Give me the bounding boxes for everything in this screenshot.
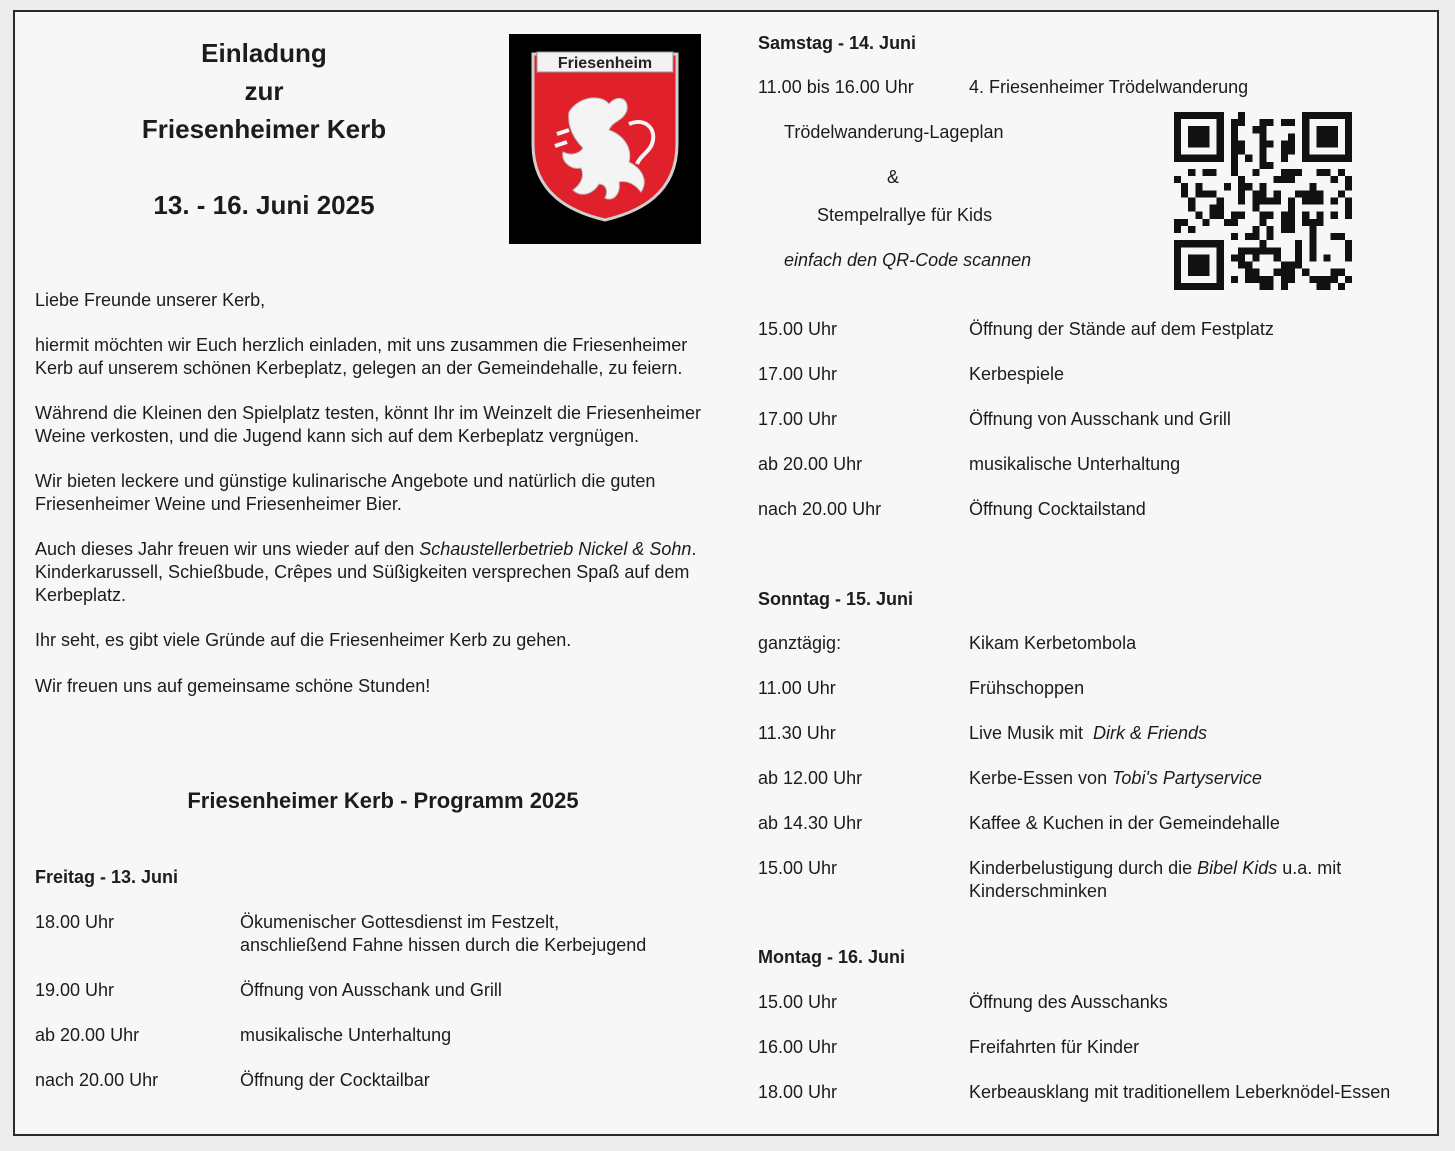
band-name: Dirk & Friends bbox=[1093, 723, 1208, 743]
exhibitor-name: Schaustellerbetrieb Nickel & Sohn bbox=[419, 539, 692, 559]
letter-paragraph bbox=[35, 334, 687, 380]
day-heading-sunday: Sonntag - 15. Juni bbox=[758, 589, 914, 609]
schedule-event bbox=[240, 911, 646, 957]
schedule-event: Kerbespiele bbox=[969, 364, 1065, 384]
qr-code[interactable] bbox=[1174, 111, 1352, 291]
paragraph-line: Kerb auf unserem schönen Kerbeplatz, gelegen an der Gemeindehalle, zu feiern. bbox=[35, 358, 683, 378]
group-name: Bibel Kids bbox=[1197, 858, 1278, 878]
paragraph-line bbox=[35, 538, 696, 561]
paragraph-line: Während die Kleinen den Spielplatz testen, könnt Ihr im Weinzelt die Friesenheimer bbox=[35, 403, 702, 423]
text-span: Kerbe-Essen von bbox=[969, 768, 1113, 788]
paragraph-line: hiermit möchten wir Euch herzlich einladen, mit uns zusammen die Friesenheimer bbox=[35, 335, 688, 355]
schedule-time: ganztägig: bbox=[758, 633, 842, 653]
schedule-event: Kikam Kerbetombola bbox=[969, 633, 1137, 653]
day-heading-monday: Montag - 16. Juni bbox=[758, 947, 906, 967]
qr-caption-hint: einfach den QR-Code scannen bbox=[784, 250, 1032, 270]
qr-caption-line: Stempelrallye für Kids bbox=[817, 205, 993, 225]
caterer-name: Tobi's Partyservice bbox=[1112, 768, 1262, 788]
qr-caption-amp: & bbox=[887, 167, 900, 187]
schedule-time: 16.00 Uhr bbox=[758, 1037, 838, 1057]
schedule-event: Öffnung Cocktailstand bbox=[969, 499, 1146, 519]
day-heading-saturday: Samstag - 14. Juni bbox=[758, 33, 917, 53]
schedule-event bbox=[969, 722, 1207, 745]
title-line: zur bbox=[244, 76, 284, 106]
qr-code-icon[interactable] bbox=[1174, 111, 1352, 291]
schedule-time: ab 20.00 Uhr bbox=[35, 1025, 140, 1045]
schedule-time: 11.00 bis 16.00 Uhr bbox=[758, 77, 914, 97]
event-line: anschließend Fahne hissen durch die Kerbejugend bbox=[240, 935, 647, 955]
schedule-time: ab 12.00 Uhr bbox=[758, 768, 863, 788]
schedule-event: Öffnung von Ausschank und Grill bbox=[240, 980, 502, 1000]
qr-caption-line: Trödelwanderung-Lageplan bbox=[784, 122, 1004, 142]
schedule-event bbox=[969, 857, 1341, 903]
schedule-event: 4. Friesenheimer Trödelwanderung bbox=[969, 77, 1249, 97]
coat-of-arms-icon bbox=[509, 34, 701, 244]
program-title: Friesenheimer Kerb - Programm 2025 bbox=[187, 788, 579, 813]
schedule-event: Kaffee & Kuchen in der Gemeindehalle bbox=[969, 813, 1280, 833]
schedule-time: 15.00 Uhr bbox=[758, 992, 838, 1012]
text-span: u.a. mit bbox=[1277, 858, 1342, 878]
schedule-time: ab 20.00 Uhr bbox=[758, 454, 863, 474]
logo-banner-text: Friesenheim bbox=[557, 55, 653, 72]
event-line: Ökumenischer Gottesdienst im Festzelt, bbox=[240, 912, 560, 932]
schedule-time: ab 14.30 Uhr bbox=[758, 813, 863, 833]
paragraph-line: Friesenheimer Weine und Friesenheimer Bier. bbox=[35, 494, 402, 514]
paragraph-line: Wir bieten leckere und günstige kulinarische Angebote und natürlich die guten bbox=[35, 471, 656, 491]
schedule-event: Öffnung der Cocktailbar bbox=[240, 1070, 430, 1090]
schedule-event: Kerbeausklang mit traditionellem Leberknödel-Essen bbox=[969, 1082, 1391, 1102]
text-span: Kinderbelustigung durch die bbox=[969, 858, 1198, 878]
letter-paragraph: Wir freuen uns auf gemeinsame schöne Stunden! bbox=[35, 676, 431, 696]
invitation-card bbox=[13, 10, 1439, 1136]
schedule-time: 15.00 Uhr bbox=[758, 858, 838, 878]
paragraph-line: Weine verkosten, und die Jugend kann sich auf dem Kerbeplatz vergnügen. bbox=[35, 426, 640, 446]
schedule-time: 15.00 Uhr bbox=[758, 319, 838, 339]
schedule-time: 11.00 Uhr bbox=[758, 678, 836, 698]
title-line: Friesenheimer Kerb bbox=[141, 114, 387, 144]
schedule-event: Öffnung der Stände auf dem Festplatz bbox=[969, 319, 1274, 339]
schedule-event: Freifahrten für Kinder bbox=[969, 1037, 1140, 1057]
schedule-time: nach 20.00 Uhr bbox=[758, 499, 882, 519]
greeting: Liebe Freunde unserer Kerb, bbox=[35, 290, 266, 310]
event-line bbox=[969, 857, 1341, 880]
title-line: Einladung bbox=[201, 38, 327, 68]
letter-paragraph bbox=[35, 538, 696, 607]
event-line: Kinderschminken bbox=[969, 881, 1108, 901]
text-span: . bbox=[691, 539, 697, 559]
schedule-time: 17.00 Uhr bbox=[758, 364, 838, 384]
schedule-time: 19.00 Uhr bbox=[35, 980, 115, 1000]
schedule-time: 17.00 Uhr bbox=[758, 409, 838, 429]
day-heading-friday: Freitag - 13. Juni bbox=[35, 867, 179, 887]
schedule-event: musikalische Unterhaltung bbox=[969, 454, 1181, 474]
paragraph-line: Kinderkarussell, Schießbude, Crêpes und Süßigkeiten versprechen Spaß auf dem bbox=[35, 562, 690, 582]
text-span: Auch dieses Jahr freuen wir uns wieder auf den bbox=[35, 539, 420, 559]
schedule-event bbox=[969, 767, 1262, 790]
schedule-event: Öffnung von Ausschank und Grill bbox=[969, 409, 1231, 429]
schedule-event: musikalische Unterhaltung bbox=[240, 1025, 452, 1045]
schedule-time: 11.30 Uhr bbox=[758, 723, 836, 743]
schedule-event: Frühschoppen bbox=[969, 678, 1085, 698]
letter-paragraph: Ihr seht, es gibt viele Gründe auf die Friesenheimer Kerb zu gehen. bbox=[35, 630, 572, 650]
letter-paragraph bbox=[35, 402, 701, 448]
invitation-title bbox=[44, 34, 484, 148]
schedule-time: 18.00 Uhr bbox=[35, 912, 115, 932]
schedule-time: 18.00 Uhr bbox=[758, 1082, 838, 1102]
letter-paragraph bbox=[35, 470, 655, 516]
text-span: Live Musik mit bbox=[969, 723, 1094, 743]
paragraph-line: Kerbeplatz. bbox=[35, 585, 127, 605]
schedule-time: nach 20.00 Uhr bbox=[35, 1070, 159, 1090]
schedule-event: Öffnung des Ausschanks bbox=[969, 992, 1168, 1012]
event-date: 13. - 16. Juni 2025 bbox=[153, 190, 375, 220]
coat-of-arms-logo bbox=[509, 34, 701, 244]
